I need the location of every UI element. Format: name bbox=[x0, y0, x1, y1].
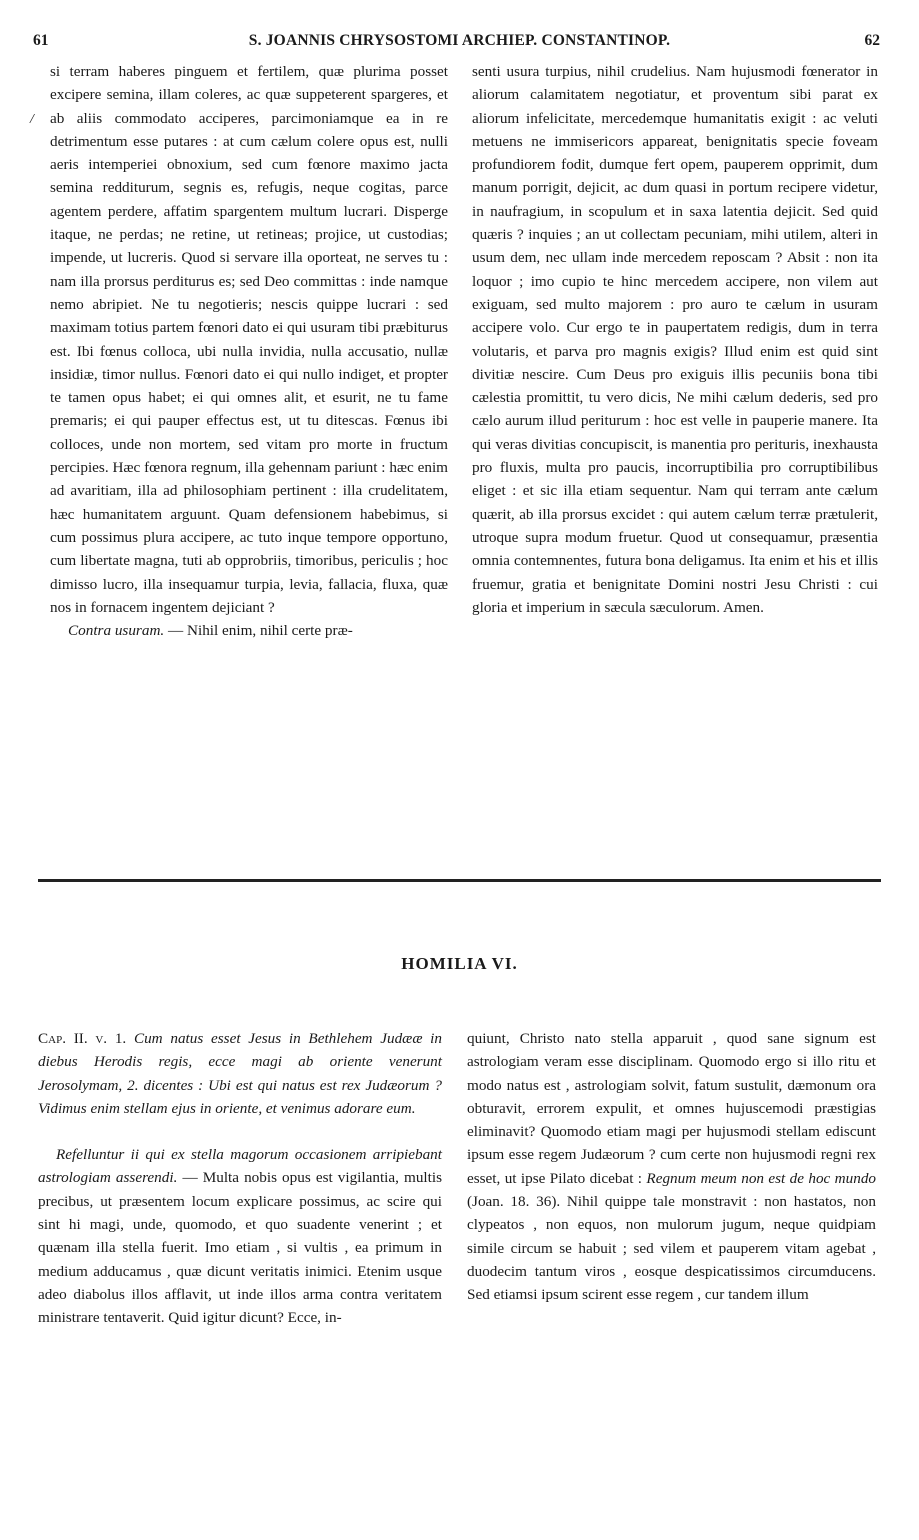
paragraph: senti usura turpius, nihil crudelius. Nam hujusmodi fœnerator in aliorum calamitatem negotiatur, et proventum sibi parat ex aliorum infelicitate, mercedemque humanitatis exigit : ac veluti metuens ne immisericors appareat, benignitatis specie foveam profundiorem fodit, dumque fert opem, pauperem opprimit, dum manum porrigit, dejicit, ac dum quasi in portum recipere videtur, in naufragium, in scopulum et in saxa latentia dejicit. Sed quid quæris ? inquies ; an ut collectam pecuniam, mihi utilem, alteri in usum dem, nec ullam inde mercedem reposcam ? Absit : non ita loquor ; imo cupio te hinc mercedem accipere, non vilem aut exiguam, sed multo majorem : pro auro te cælum in usuram accipere volo. Cur ergo te in paupertatem redigis, dum in terra volutaris, et parva pro magnis exigis? Illud enim est quid sint divitiæ nescire. Cum Deus pro exiguis illis pecuniis bona tibi cælestia promittit, tu vero dicis, Ne mihi cælum dederis, sed pro cælo aurum illud periturum : hoc est velle in pauperie manere. Ita qui veras divitias concupiscit, is manentia pro perituris, inexhausta pro fluxis, multa pro paucis, incorruptibilia pro corruptibilibus eliget : et sic illa etiam sequentur. Nam qui terram ante cælum quærit, ab illa prorsus excidet : qui autem cælum terræ prætulerit, utroque supra modum fruetur. Quod ut consequamur, præsentia omnia contemnentes, futura bona deligamus. Ita enim et his et illis fruemur, gratia et benignitate Domini nostri Jesu Christi : cui gloria et imperium in sæcula sæculorum. Amen. bbox=[472, 63, 878, 616]
paragraph-text: — Multa nobis opus est vigilantia, multis precibus, ut præsentem locum explicare possimus, ac scire qui sint hi magi, unde, quomodo, et quo suadente venerint ; et quænam illa stella fuerit. Imo etiam , si vultis , ea primum in medium adducamus , quæ dicunt veritatis inimici. Etenim usque adeo diabolus illos afflavit, ut inde illos arma contra veritatem ministrare tentaverit. Quid igitur dicunt? Ecce, in- bbox=[38, 1169, 442, 1327]
paragraph bbox=[467, 1027, 876, 1307]
top-right-column bbox=[472, 60, 878, 619]
paragraph-text: Nihil quippe tale monstravit : non hastatos, non clypeatos , non equos, non mulorum jugum, neque quidpiam simile circum se habuit ; sed vilem et pauperem vitam agebat , duodecim tantum viros , eosque despicatissimos circumducens. Sed etiamsi ipsum scirent esse regem , cur tandem illum bbox=[467, 1193, 876, 1304]
paragraph-text: quiunt, Christo nato stella apparuit , quod sane signum est astrologiam veram esse disciplinam. Quomodo ergo si illo ritu et modo natus est , astrologiam solvit, fatum sustulit, dæmonum ora obturavit, errorem expulit, et omnes hujuscemodi præstigias eliminavit? Quomodo etiam magi per hujusmodi stellam ediscunt ipsum esse regem Judæorum ? cum certe non hujusmodi regni rex esset, ut ipse Pilato dicebat : bbox=[467, 1030, 876, 1187]
paragraph: si terram haberes pinguem et fertilem, quæ plurima posset excipere semina, illam coleres, ac quæ suppeterent spargeres, et ab aliis commodato acciperes, parcimoniamque ea in re detrimentum esse putares : at cum cælum colere opus est, nulli aeris intemperiei obnoxium, sed cum fœnore maximo jacta semina redditurum, segnis es, refugis, neque cogitas, parce agentem perdere, affatim spargentem multum lucrari. Disperge itaque, ne perdas; ne retine, ut retineas; projice, ut custodias; impende, ut lucreris. Quod si servare illa oporteat, ne serves tu : nam illa prorsus perditurus es; sed Deo committas : inde namque nemo abripiet. Ne tu negotieris; nescis quippe lucrari : sed maximam totius partem fœnori dato ei qui usuram tibi præbiturus est. Ibi fœnus colloca, ubi nulla invidia, nulla accusatio, nullæ insidiæ, timor nullus. Fœnori dato ei qui nullo indiget, et propter te tamen opus habet; ei qui omnes alit, et esurit, ne tu fame premaris; ei qui pauper effectus est, ut tu ditescas. Fœnus ibi colloces, unde non mortem, sed vitam pro morte in fructum percipies. Hæc fœnora regnum, illa gehennam pariunt : hæc enim ad avaritiam, illa ad philosophiam pertinent : illa crudelitatem, hæc humanitatem arguunt. Quam defensionem habebimus, si cum possimus plura accipere, ac tuto inque tempore opportuno, cum libertate magna, tuti ab opprobriis, timoribus, periculis ; hoc dimisso lucro, illa insequamur turpia, levia, fallacia, fluxa, quæ nos in fornacem ingentem dejiciant ? bbox=[50, 63, 448, 616]
verse-text: Cum natus esset Jesus in Bethlehem Judææ in diebus Herodis regis, ecce magi ab oriente venerunt Jerosolymam, 2. dicentes : Ubi est qui natus est rex Judæorum ? Vidimus enim stellam ejus in oriente, et venimus adorare eum. bbox=[38, 1030, 442, 1117]
verse-reference: Cap. II. v. 1. bbox=[38, 1030, 127, 1047]
homily-title: HOMILIA VI. bbox=[401, 954, 518, 973]
section-heading: Refelluntur ii qui ex stella magorum occasionem arripiebant astrologiam asserendi. bbox=[38, 1146, 442, 1187]
scripture-quote: Regnum meum non est de hoc mundo bbox=[646, 1169, 877, 1187]
page-number-right: 62 bbox=[864, 32, 880, 49]
bottom-left-column bbox=[38, 1027, 442, 1330]
page-number-left: 61 bbox=[33, 32, 49, 49]
scripture-reference: (Joan. 18. 36). bbox=[467, 1193, 561, 1211]
margin-mark: / bbox=[30, 112, 34, 127]
paragraph-text: — Nihil enim, nihil certe præ- bbox=[168, 622, 353, 640]
section-divider bbox=[38, 879, 881, 882]
scripture-verse bbox=[38, 1027, 442, 1120]
paragraph-contra-usuram bbox=[50, 619, 448, 642]
paragraph bbox=[38, 1143, 442, 1329]
bottom-right-column bbox=[467, 1027, 876, 1307]
top-left-column bbox=[50, 60, 448, 642]
running-head-title: S. JOANNIS CHRYSOSTOMI ARCHIEP. CONSTANTINOP. bbox=[248, 32, 671, 49]
section-heading: Contra usuram. bbox=[68, 622, 165, 640]
running-head bbox=[0, 32, 919, 56]
